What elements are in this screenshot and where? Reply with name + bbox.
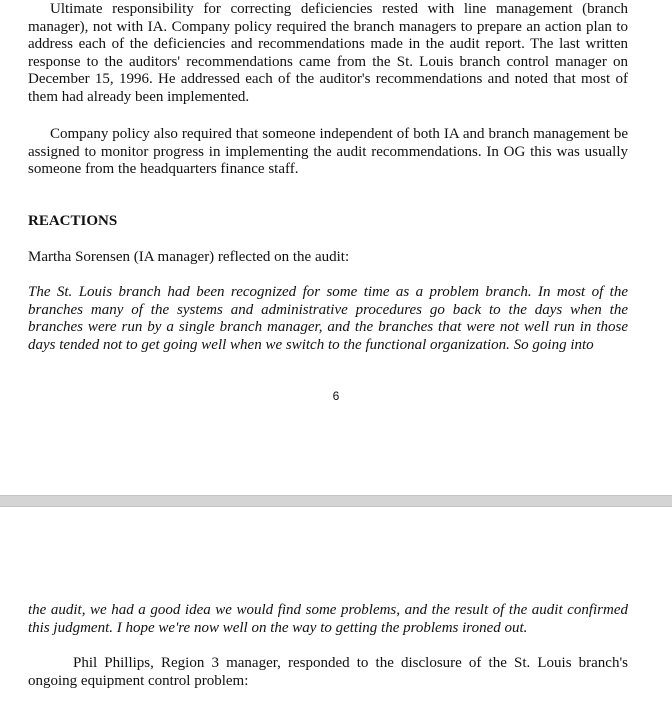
section-heading-reactions: REACTIONS	[28, 213, 118, 229]
paragraph-monitoring: Company policy also required that someone independent of both IA and branch management be assigned to monitor progress in implementing the audit recommendations. In OG this was usually someone from the headquarters finance staff.	[28, 126, 628, 177]
paragraph-phillips-intro: Phil Phillips, Region 3 manager, responded to the disclosure of the St. Louis branch's ongoing equipment control problem:	[28, 655, 628, 689]
page-separator	[0, 495, 672, 507]
quote-sorensen: The St. Louis branch had been recognized for some time as a problem branch. In most of the branches many of the systems and administrative procedures go back to the days when the branches were run by a single branch manager, and the branches that were not well run in those days tended not to get going well when we switch to the functional organization. So going into	[28, 284, 628, 353]
document-page-7	[0, 507, 672, 707]
paragraph-sorensen-intro: Martha Sorensen (IA manager) reflected on the audit:	[28, 249, 350, 265]
quote-sorensen-continued: the audit, we had a good idea we would find some problems, and the result of the audit confirmed this judgment. I hope we're now well on the way to getting the problems ironed out.	[28, 602, 628, 636]
page-number: 6	[332, 389, 340, 403]
paragraph-responsibility: Ultimate responsibility for correcting deficiencies rested with line management (branch manager), not with IA. Company policy required the branch managers to prepare an action plan to address each of the deficiencies and recommendations made in the audit report. The last written response to the auditors' recommendations came from the St. Louis branch control manager on December 15, 1996. He addressed each of the auditor's recommendations and noted that most of them had already been implemented.	[28, 1, 628, 105]
